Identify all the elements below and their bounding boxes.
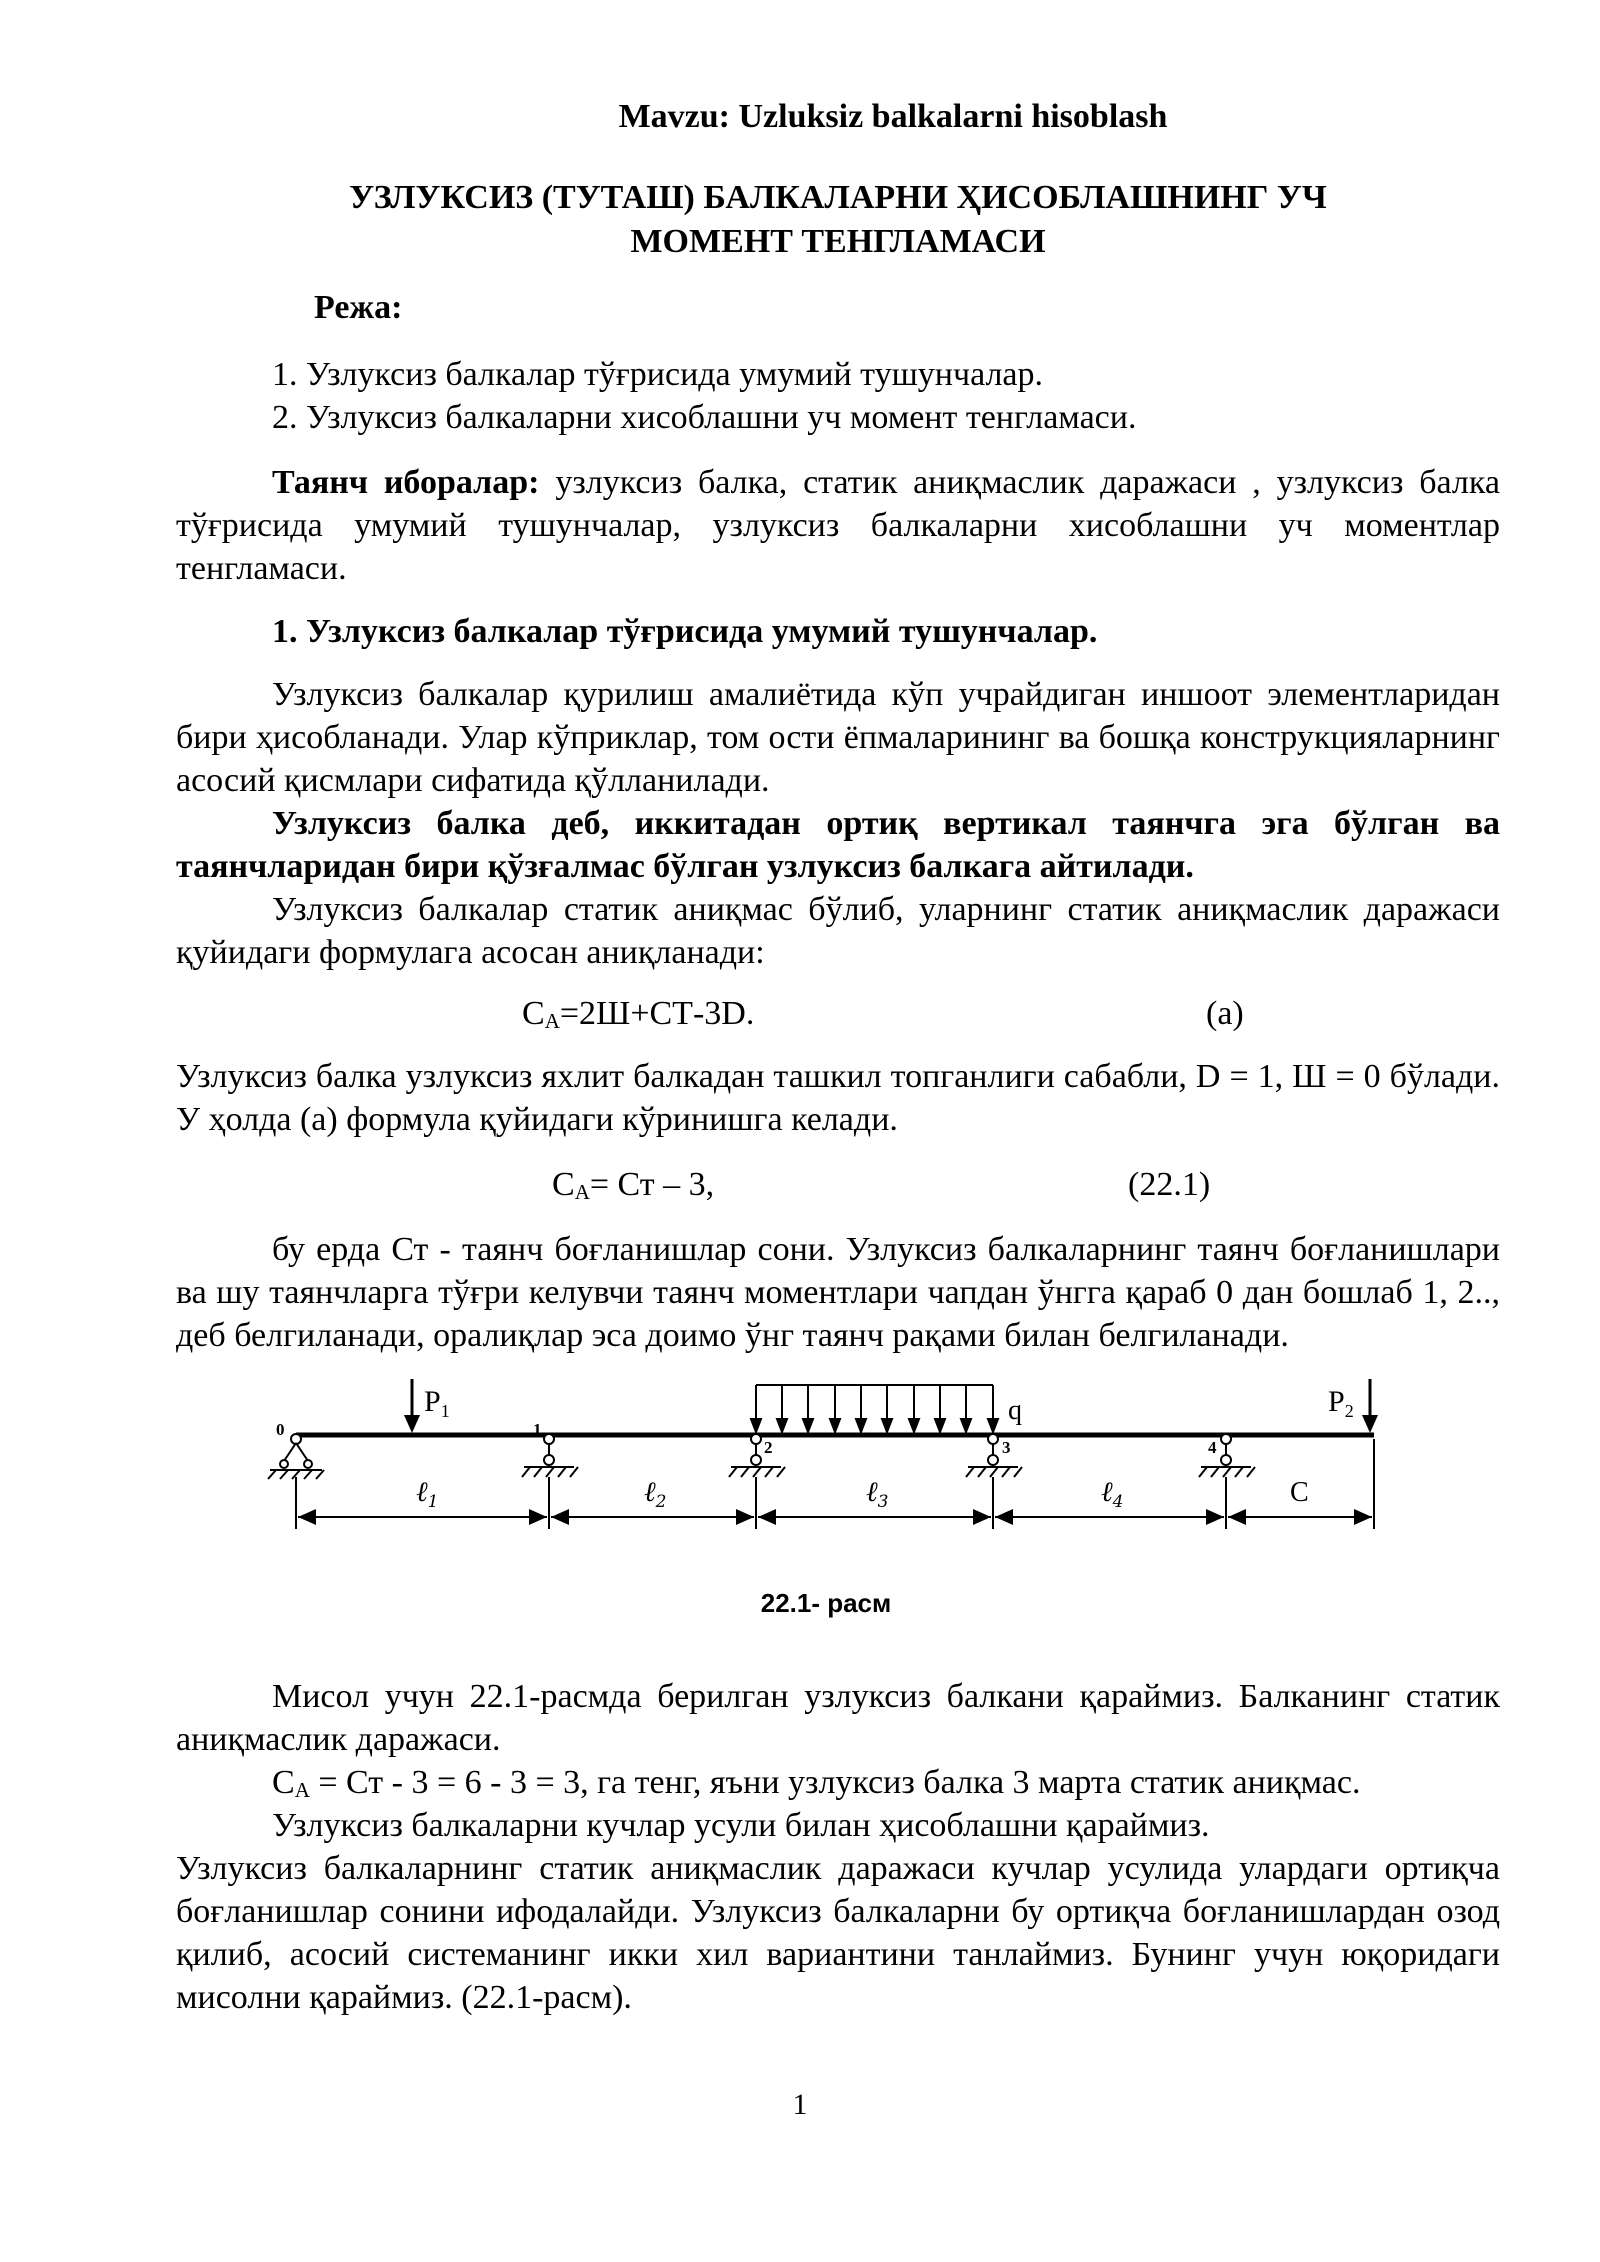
support-number-2: 2 [764, 1438, 773, 1457]
plan-list [272, 353, 1500, 439]
page-number: 1 [792, 2088, 808, 2121]
formula-rest: = Ст – 3, [589, 1166, 715, 1203]
formula-a [176, 992, 1500, 1035]
plan-item: 2. Узлуксиз балкаларни хисоблашни уч момент тенгламаси. [272, 399, 1137, 436]
load-p1-label: $P_1$ [424, 1385, 450, 1421]
paragraph-8: Узлуксиз балкаларни кучлар усули билан ҳисоблашни қараймиз. [272, 1807, 1210, 1844]
formula-a-expression [522, 992, 754, 1035]
paragraph-5: бу ерда Ст - таянч боғланишлар сони. Узлуксиз балкаларнинг таянч боғланишлари ва шу таянчларга тўғри келувчи таянч моментлари чапдан ўнгга қараб 0 дан бошлаб 1, 2.., деб белгиланади, оралиқлар эса доимо ўнг таянч рақами билан белгиланади. [176, 1231, 1500, 1354]
span-label-c: C [1290, 1477, 1309, 1508]
plan-item: 1. Узлуксиз балкалар тўғрисида умумий тушунчалар. [272, 356, 1044, 393]
load-p2-label: $P_2$ [1328, 1385, 1354, 1421]
distributed-load-q [751, 1385, 998, 1432]
paragraph-7 [176, 1761, 1500, 1804]
support-number-4: 4 [1208, 1438, 1217, 1457]
span-label-3: ℓ$_3$ [866, 1475, 889, 1512]
definition-paragraph: Узлуксиз балка деб, иккитадан ортиқ вертикал таянчга эга бўлган ва таянчларидан бири қўзғалмас бўлган узлуксиз балкага айтилади. [176, 805, 1500, 885]
support-1-icon [522, 1434, 578, 1477]
formula-rest: =2Ш+СТ-3D. [559, 995, 755, 1032]
formula-symbol: C [522, 995, 545, 1032]
formula-22-1 [176, 1163, 1500, 1206]
formula-a-number: (a) [1206, 995, 1244, 1032]
formula-symbol: C [552, 1166, 575, 1203]
support-number-1: 1 [533, 1420, 542, 1439]
spacer [176, 1617, 1500, 1675]
beam-figure [246, 1377, 1406, 1617]
plan-heading: Режа: [314, 289, 403, 326]
topic-line: Mavzu: Uzluksiz balkalarni hisoblash [618, 98, 1168, 135]
distributed-load-label: q [1008, 1395, 1022, 1426]
formula-subscript: A [294, 1778, 310, 1802]
keywords-text: узлуксиз балка, статик аниқмаслик даражаси , узлуксиз балка тўғрисида умумий тушунчалар, узлуксиз балкаларни хисоблашни уч моментлар тенгламаси. [176, 464, 1500, 587]
section-heading: 1. Узлуксиз балкалар тўғрисида умумий тушунчалар. [272, 613, 1098, 650]
formula-22-1-expression [552, 1163, 714, 1206]
support-0-icon [268, 1434, 324, 1479]
paragraph-6: Мисол учун 22.1-расмда берилган узлуксиз балкани қараймиз. Балканинг статик аниқмаслик даражаси. [176, 1678, 1500, 1758]
formula-symbol: C [272, 1764, 295, 1801]
span-label-4: ℓ$_4$ [1101, 1475, 1124, 1512]
figure-caption: 22.1- расм [760, 1588, 892, 1618]
page-title [176, 176, 1500, 264]
paragraph-3: Узлуксиз балкалар статик аниқмас бўлиб, уларнинг статик аниқмаслик даражаси қуйидаги формулага асосан аниқланади: [176, 891, 1500, 971]
load-p2 [1362, 1379, 1378, 1433]
title-line-1: УЗЛУКСИЗ (ТУТАШ) БАЛКАЛАРНИ ҲИСОБЛАШНИНГ УЧ [349, 179, 1327, 216]
paragraph-9: Узлуксиз балкаларнинг статик аниқмаслик даражаси кучлар усулида улардаги ортиқча боғланишлар сонини ифодалайди. Узлуксиз балкаларни бу ортиқча боғланишлардан озод қилиб, асосий системанинг икки хил вариантини танлаймиз. Бунинг учун юқоридаги мисолни қараймиз. (22.1-расм). [176, 1850, 1500, 2016]
load-p1 [404, 1379, 420, 1433]
span-label-1: ℓ$_1$ [416, 1475, 439, 1512]
continuous-beam-diagram [246, 1377, 1406, 1587]
formula-22-1-number: (22.1) [1128, 1166, 1211, 1203]
support-3-icon [966, 1434, 1022, 1477]
support-2-icon [729, 1434, 785, 1477]
paragraph-7-text: = Ст - 3 = 6 - 3 = 3, га тенг, яъни узлуксиз балка 3 марта статик аниқмас. [309, 1764, 1361, 1801]
support-number-3: 3 [1002, 1438, 1011, 1457]
support-number-0: 0 [276, 1420, 285, 1439]
keywords-paragraph [176, 461, 1500, 590]
span-label-2: ℓ$_2$ [644, 1475, 667, 1512]
paragraph-4: Узлуксиз балка узлуксиз яхлит балкадан ташкил топганлиги сабабли, D = 1, Ш = 0 бўлади. У ҳолда (а) формула қуйидаги кўринишга келади. [176, 1058, 1500, 1138]
formula-subscript: A [574, 1180, 590, 1204]
keywords-label: Таянч иборалар: [272, 464, 540, 501]
title-line-2: МОМЕНТ ТЕНГЛАМАСИ [630, 223, 1046, 260]
formula-subscript: A [544, 1009, 560, 1033]
paragraph-1: Узлуксиз балкалар қурилиш амалиётида кўп учрайдиган иншоот элементларидан бири ҳисобланади. Улар кўприклар, том ости ёпмаларининг ва бошқа конструкцияларнинг асосий қисмлари сифатида қўлланилади. [176, 676, 1500, 799]
